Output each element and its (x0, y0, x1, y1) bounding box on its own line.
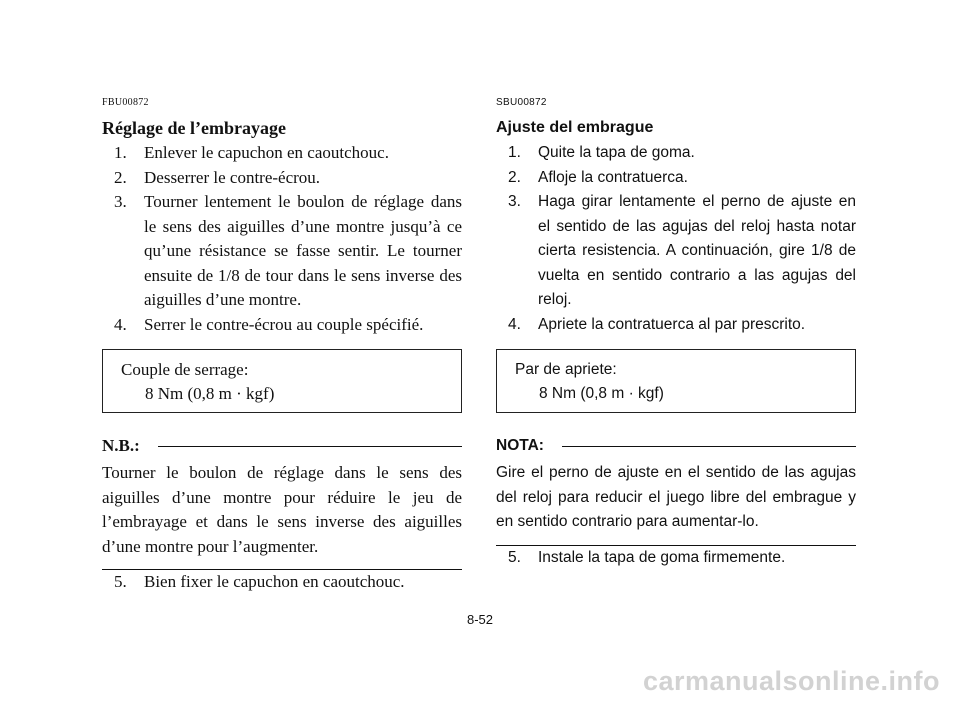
step-number: 4. (508, 315, 521, 333)
step-number: 5. (114, 572, 127, 591)
step-number: 1. (114, 143, 127, 162)
spec-label: Par de apriete: (515, 361, 617, 378)
step-text: Afloje la contratuerca. (538, 168, 688, 186)
step-item (102, 570, 462, 595)
step-text: Serrer le contre-écrou au couple spécifié. (144, 314, 424, 334)
step-number: 2. (114, 167, 127, 187)
section-code: FBU00872 (102, 97, 149, 108)
step-text: Enlever le capuchon en caoutchouc. (144, 143, 389, 162)
step-text: Quite la tapa de goma. (538, 144, 695, 161)
step-item (102, 166, 462, 191)
section-title: Ajuste del embrague (496, 119, 654, 136)
note-rule (562, 446, 856, 447)
step-number: 5. (508, 548, 521, 566)
note-text: Tourner le boulon de réglage dans le sens des aiguilles d’une montre pour réduire le jeu de l’embrayage et dans le sens inverse des aiguilles d’une montre pour l’augmenter. (102, 463, 462, 556)
step-item (102, 141, 462, 166)
step-number: 3. (508, 193, 521, 210)
steps-list-continued (102, 570, 462, 595)
step-item (496, 190, 856, 313)
note-text: Gire el perno de ajuste en el sentido de las agujas del reloj para reducir el juego libre del embrague y en sentido contrario para aumentar-lo. (496, 464, 856, 530)
section-code: SBU00872 (496, 97, 547, 108)
steps-list (496, 141, 856, 337)
step-text: Apriete la contratuerca al par prescrito. (538, 315, 806, 333)
step-text: Instale la tapa de goma firmemente. (538, 548, 786, 566)
spec-value: 8 Nm (0,8 m · kgf) (539, 385, 664, 402)
spanish-column (496, 97, 856, 570)
watermark: carmanualsonline.info (642, 666, 940, 696)
step-number: 2. (508, 168, 521, 186)
note-label: N.B.: (102, 436, 140, 455)
step-text: Tourner lentement le boulon de réglage dans le sens des aiguilles d’une montre jusqu’à ce qu’une résistance se fasse sentir. Le tourner ensuite de 1/8 de tour dans le sens inverse des aiguilles d’une montre. (144, 192, 462, 309)
steps-list-continued (496, 546, 856, 571)
step-text: Desserrer le contre-écrou. (144, 167, 321, 187)
note-header (102, 433, 462, 459)
torque-spec-box (102, 349, 462, 413)
step-item (496, 141, 856, 166)
step-number: 3. (114, 192, 127, 211)
note-rule (158, 446, 462, 447)
step-item (102, 313, 462, 338)
step-number: 1. (508, 144, 521, 161)
spec-label: Couple de serrage: (121, 360, 249, 379)
torque-spec-box (496, 349, 856, 413)
step-item (102, 190, 462, 313)
note-header (496, 433, 856, 459)
spec-value: 8 Nm (0,8 m · kgf) (145, 384, 275, 403)
step-item (496, 546, 856, 571)
step-number: 4. (114, 314, 127, 334)
step-item (496, 166, 856, 191)
page-number: 8-52 (466, 612, 494, 627)
step-text: Haga girar lentamente el perno de ajuste en el sentido de las agujas del reloj hasta notar cierta resistencia. A continuación, gire 1/8 de vuelta en sentido contrario a las agujas del reloj. (538, 193, 856, 308)
section-title: Réglage de l’embrayage (102, 118, 286, 138)
note-label: NOTA: (496, 437, 544, 454)
steps-list (102, 141, 462, 337)
step-text: Bien fixer le capuchon en caoutchouc. (144, 572, 405, 591)
french-column (102, 97, 462, 595)
step-item (496, 313, 856, 338)
